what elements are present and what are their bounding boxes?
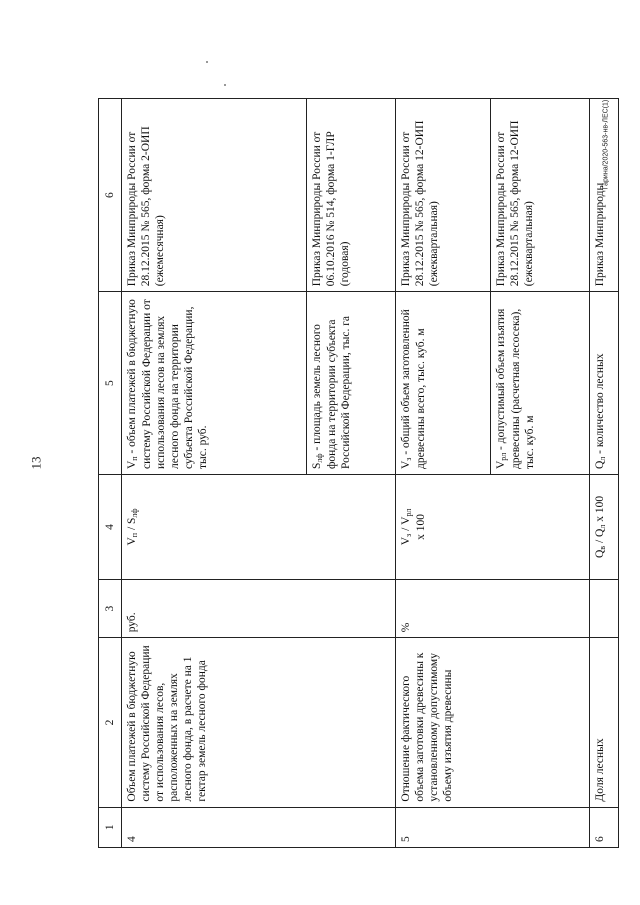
variable-description: $Q_л$ - количество лесных [590, 292, 619, 475]
data-source: Приказ Минприроды России от 28.12.2015 № 565, форма 12-ОИП (ежеквартальная) [491, 99, 590, 292]
header-col-5: 5 [99, 292, 122, 475]
header-col-4: 4 [99, 475, 122, 580]
variable-description: $V_п$ - объем платежей в бюджетную систему Российской Федерации от использования лесов на землях лесного фонда на территории субъекта Российской Федерации, тыс. руб. [122, 292, 307, 475]
scan-speck [224, 84, 226, 86]
indicator-name: Отношение фактического объема заготовки древесины к установленному допустимому объему изъятия древесины [396, 638, 590, 807]
header-col-6: 6 [99, 99, 122, 292]
header-col-1: 1 [99, 807, 122, 847]
indicator-table [98, 98, 619, 848]
row-number: 5 [396, 807, 590, 847]
row-number: 6 [590, 807, 619, 847]
data-source: Приказ Минприроды России от 28.12.2015 № 565, форма 12-ОИП (ежеквартальная) [396, 99, 491, 292]
unit: руб. [122, 579, 396, 637]
variable-description: $V_з$ - общий объем заготовленной древесины всего, тыс. куб. м [396, 292, 491, 475]
data-source: Приказ Минприроды России от 28.12.2015 № 565, форма 2-ОИП (ежемесячная) [122, 99, 307, 292]
row-number: 4 [122, 807, 396, 847]
variable-description: $S_{лф}$ - площадь земель лесного фонда на территории субъекта Российской Федерации, тыс. га [307, 292, 396, 475]
indicator-name: Объем платежей в бюджетную систему Российской Федерации от использования лесов, расположенных на землях лесного фонда, в расчете на 1 гектар земель лесного фонда [122, 638, 396, 807]
unit: % [396, 579, 590, 637]
data-source: Приказ Минприроды России от 06.10.2016 № 514, форма 1-ГЛР (годовая) [307, 99, 396, 292]
formula: $V_з / V_{рл}$ x 100 [396, 475, 590, 580]
table-row [590, 99, 619, 848]
header-col-2: 2 [99, 638, 122, 807]
table-row [396, 99, 491, 848]
formula: $V_п / S_{лф}$ [122, 475, 396, 580]
document-code: Гарина/2020-563-нв-ЛЕС(1) [602, 99, 610, 190]
variable-description: $V_{рл}$ - допустимый объем изъятия древесины (расчетная лесосека), тыс. куб. м [491, 292, 590, 475]
formula: $Q_в / Q_л$ x 100 [590, 475, 619, 580]
indicator-name: Доля лесных [590, 638, 619, 807]
unit [590, 579, 619, 637]
data-source: Приказ Минприроды [590, 99, 619, 292]
table-row [122, 99, 307, 848]
header-row [99, 99, 122, 848]
scan-speck [206, 61, 208, 63]
header-col-3: 3 [99, 579, 122, 637]
page-number: 13 [28, 456, 44, 470]
